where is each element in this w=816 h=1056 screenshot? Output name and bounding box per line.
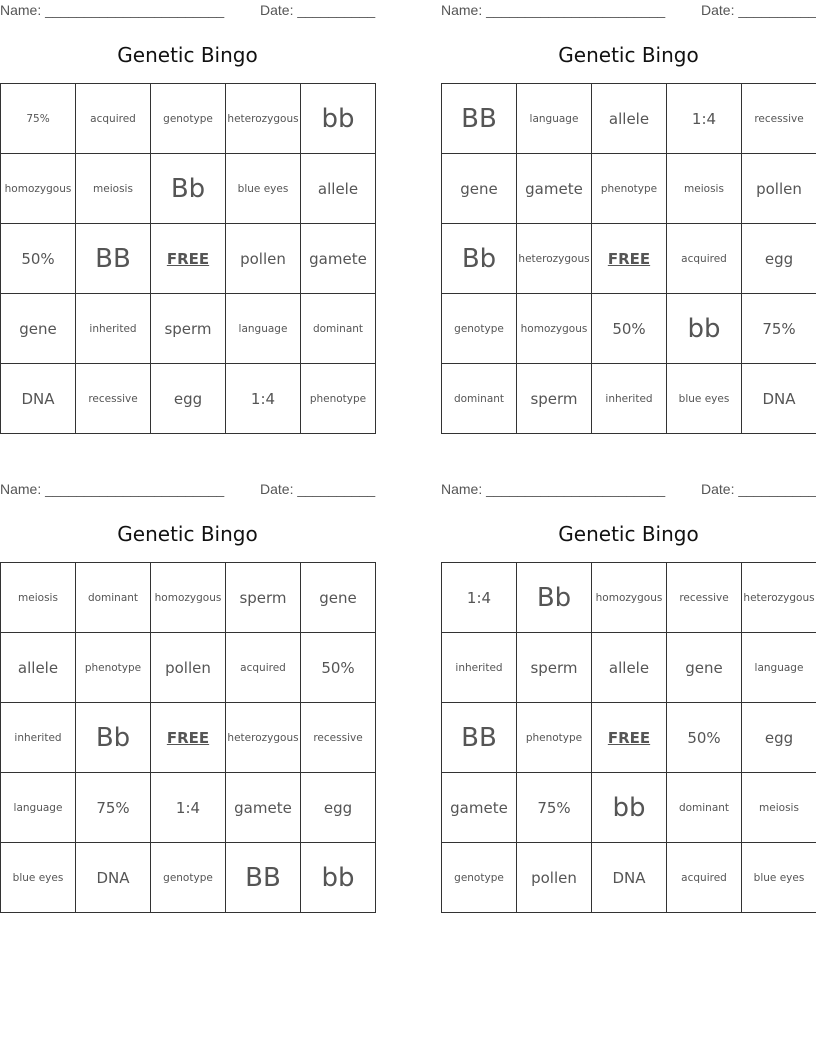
bingo-cell: Bb [76,703,151,773]
bingo-cell: inherited [442,633,517,703]
card-header [0,479,376,501]
bingo-cell: blue eyes [226,154,301,224]
grid-row [1,563,376,633]
bingo-cell: BB [442,703,517,773]
bingo-cell: language [742,633,816,703]
bingo-cell: meiosis [76,154,151,224]
bingo-cell: bb [592,773,667,843]
bingo-cell: DNA [1,364,76,434]
bingo-cell: dominant [442,364,517,434]
bingo-cell: heterozygous [226,703,301,773]
bingo-cell: 50% [592,294,667,364]
bingo-cell: allele [301,154,376,224]
bingo-cell: gamete [442,773,517,843]
grid-row [442,843,816,913]
free-space-cell: FREE [592,703,667,773]
bingo-cell: blue eyes [742,843,816,913]
name-field-label: Name: _______________________ [441,2,666,18]
bingo-cell: genotype [442,294,517,364]
bingo-cell: 1:4 [442,563,517,633]
bingo-cell: gene [667,633,742,703]
bingo-cell: homozygous [1,154,76,224]
bingo-cell: BB [442,84,517,154]
date-field-label: Date: __________ [260,481,376,497]
bingo-cell: sperm [226,563,301,633]
bingo-cell: bb [301,843,376,913]
bingo-cell: BB [76,224,151,294]
free-space-cell: FREE [151,224,226,294]
card-title: Genetic Bingo [558,43,699,67]
bingo-cell: language [517,84,592,154]
bingo-cell: dominant [76,563,151,633]
bingo-cell: blue eyes [667,364,742,434]
card-header [441,0,816,22]
bingo-cell: genotype [442,843,517,913]
bingo-cell: homozygous [151,563,226,633]
bingo-cell: inherited [592,364,667,434]
date-field-label: Date: __________ [260,2,376,18]
grid-row [442,364,816,434]
bingo-cell: phenotype [592,154,667,224]
bingo-cell: bb [667,294,742,364]
bingo-cell: 75% [517,773,592,843]
bingo-cell: 50% [301,633,376,703]
grid-row [442,703,816,773]
bingo-cell: phenotype [301,364,376,434]
bingo-cell: 50% [1,224,76,294]
bingo-cell: genotype [151,843,226,913]
card-title: Genetic Bingo [117,522,258,546]
bingo-cell: heterozygous [742,563,816,633]
bingo-cell: dominant [667,773,742,843]
bingo-cell: DNA [76,843,151,913]
date-field-label: Date: __________ [701,2,816,18]
bingo-cell: sperm [151,294,226,364]
bingo-cell: 1:4 [667,84,742,154]
bingo-grid [441,562,816,913]
grid-row [1,294,376,364]
bingo-cell: pollen [742,154,816,224]
bingo-grid [441,83,816,434]
bingo-cell: recessive [76,364,151,434]
bingo-cell: dominant [301,294,376,364]
bingo-cell: gamete [301,224,376,294]
grid-row [1,364,376,434]
bingo-cell: gamete [226,773,301,843]
name-field-label: Name: _______________________ [441,481,666,497]
bingo-cell: recessive [301,703,376,773]
bingo-cell: Bb [151,154,226,224]
bingo-cell: phenotype [76,633,151,703]
bingo-cell: language [1,773,76,843]
bingo-cell: sperm [517,364,592,434]
bingo-cell: 75% [742,294,816,364]
bingo-cell: blue eyes [1,843,76,913]
bingo-cell: pollen [151,633,226,703]
bingo-card-2 [441,0,816,408]
grid-row [442,84,816,154]
free-space-cell: FREE [151,703,226,773]
bingo-cell: pollen [517,843,592,913]
bingo-cell: bb [301,84,376,154]
bingo-cell: allele [592,633,667,703]
card-title: Genetic Bingo [558,522,699,546]
bingo-grid [0,562,376,913]
bingo-cell: gamete [517,154,592,224]
bingo-cell: egg [301,773,376,843]
bingo-cell: phenotype [517,703,592,773]
name-field-label: Name: _______________________ [0,481,225,497]
bingo-cell: heterozygous [517,224,592,294]
bingo-cell: BB [226,843,301,913]
bingo-cell: acquired [76,84,151,154]
bingo-cell: inherited [1,703,76,773]
bingo-cell: egg [151,364,226,434]
bingo-cell: recessive [742,84,816,154]
card-title: Genetic Bingo [117,43,258,67]
grid-row [1,773,376,843]
bingo-cell: acquired [667,224,742,294]
grid-row [442,294,816,364]
bingo-cell: sperm [517,633,592,703]
card-header [441,479,816,501]
bingo-cell: acquired [226,633,301,703]
bingo-card-4 [441,479,816,887]
bingo-cell: 75% [76,773,151,843]
bingo-cell: pollen [226,224,301,294]
bingo-cell: recessive [667,563,742,633]
bingo-cell: allele [1,633,76,703]
bingo-cell: heterozygous [226,84,301,154]
grid-row [442,224,816,294]
date-field-label: Date: __________ [701,481,816,497]
grid-row [442,633,816,703]
bingo-cell: acquired [667,843,742,913]
bingo-cell: meiosis [742,773,816,843]
grid-row [1,633,376,703]
grid-row [442,563,816,633]
bingo-cell: genotype [151,84,226,154]
bingo-cell: gene [301,563,376,633]
bingo-cell: egg [742,224,816,294]
grid-row [442,773,816,843]
bingo-cell: Bb [442,224,517,294]
name-field-label: Name: _______________________ [0,2,225,18]
bingo-cell: 1:4 [226,364,301,434]
grid-row [1,843,376,913]
bingo-cell: DNA [592,843,667,913]
bingo-cell: Bb [517,563,592,633]
bingo-cell: gene [1,294,76,364]
bingo-grid [0,83,376,434]
grid-row [442,154,816,224]
bingo-cell: egg [742,703,816,773]
grid-row [1,154,376,224]
free-space-cell: FREE [592,224,667,294]
bingo-card-1 [0,0,376,408]
bingo-cell: language [226,294,301,364]
bingo-cell: homozygous [592,563,667,633]
bingo-cell: DNA [742,364,816,434]
bingo-cell: meiosis [1,563,76,633]
grid-row [1,703,376,773]
bingo-cell: gene [442,154,517,224]
grid-row [1,84,376,154]
bingo-cell: inherited [76,294,151,364]
bingo-cell: 50% [667,703,742,773]
bingo-cell: 1:4 [151,773,226,843]
bingo-cell: 75% [1,84,76,154]
bingo-cell: homozygous [517,294,592,364]
bingo-cell: meiosis [667,154,742,224]
grid-row [1,224,376,294]
bingo-cell: allele [592,84,667,154]
card-header [0,0,376,22]
bingo-card-3 [0,479,376,893]
